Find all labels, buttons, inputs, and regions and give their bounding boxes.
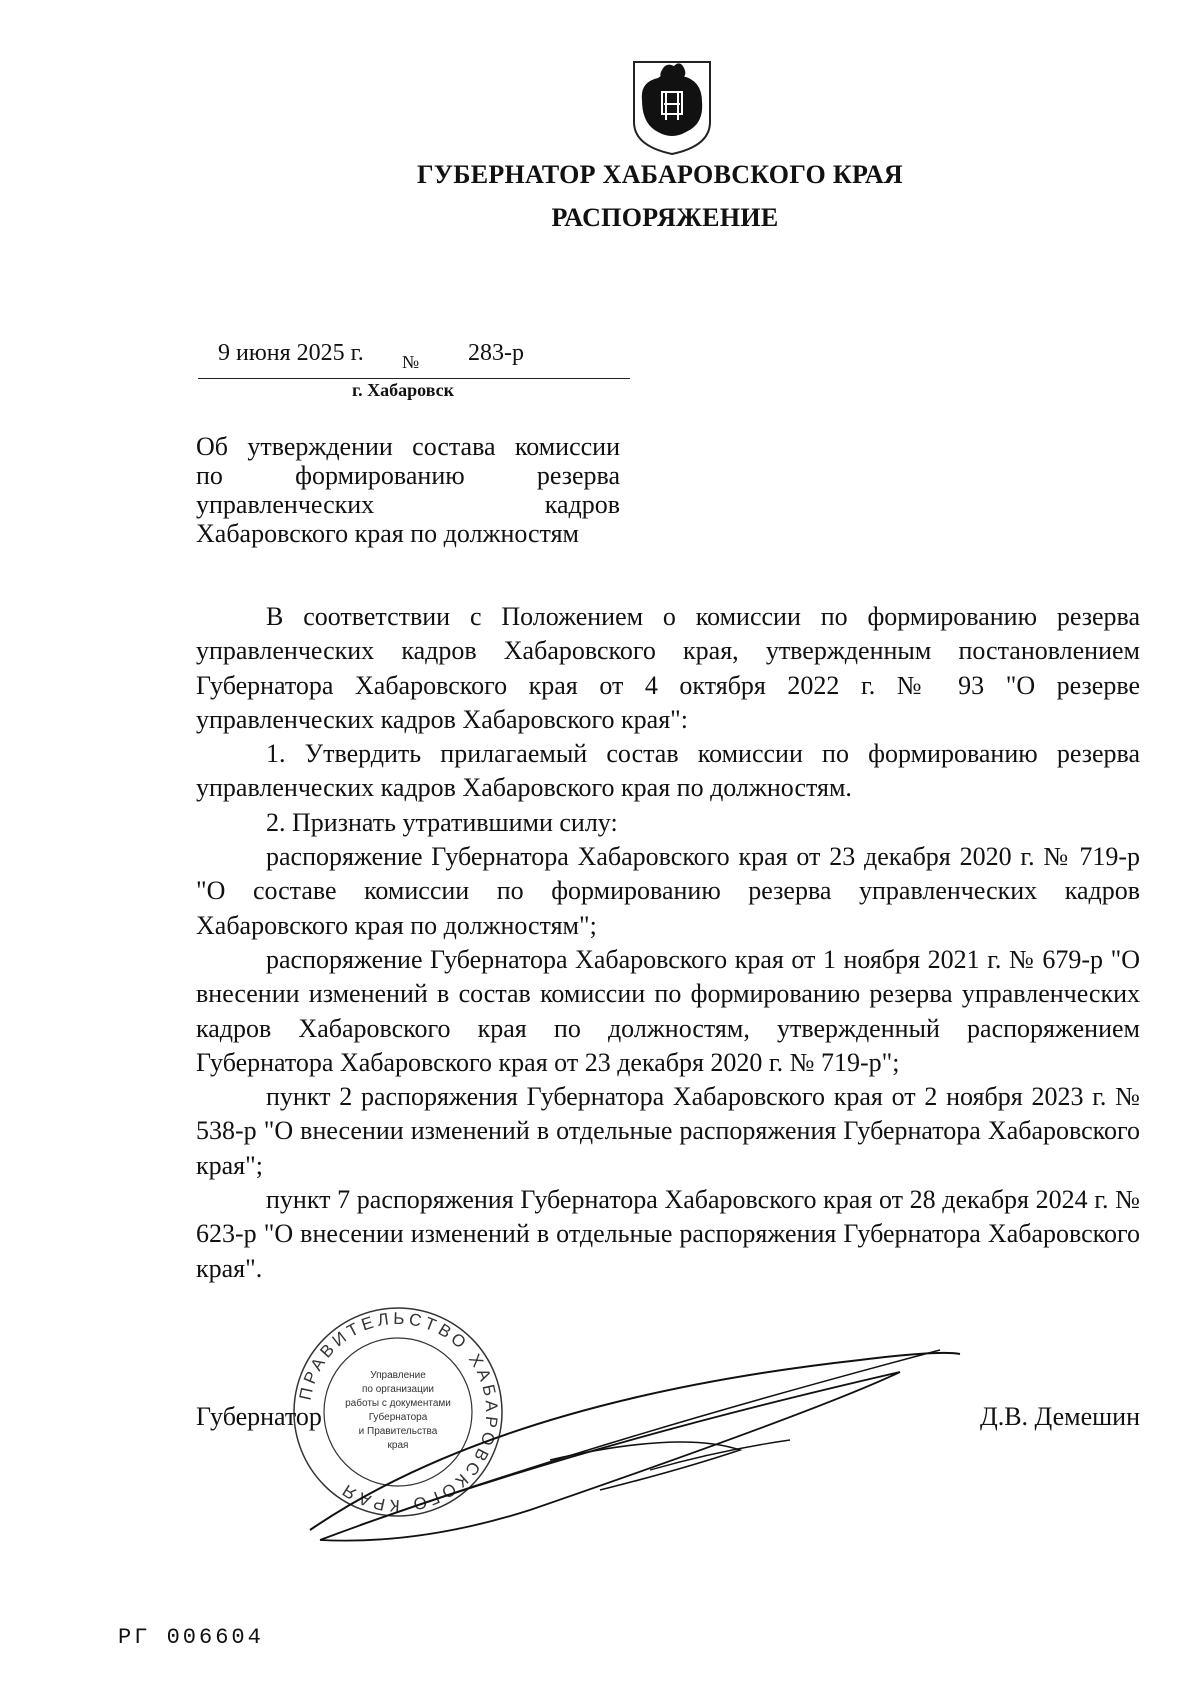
stamp-inner-line: и Правительства xyxy=(358,1426,438,1437)
subject-line: Хабаровского края по должностям xyxy=(196,519,579,548)
registration-number: РГ 006604 xyxy=(118,1625,264,1650)
body-paragraph: 2. Признать утратившими силу: xyxy=(266,807,618,837)
body-paragraph: распоряжение Губернатора Хабаровского края от 23 декабря 2020 г. № 719-р "О составе комиссии по формированию резерва управленческих кадров Хабаровского края по должностям"; xyxy=(196,842,1140,940)
document-body xyxy=(196,600,1140,1286)
subject-line: по формированию резерва xyxy=(196,461,620,490)
body-paragraph: В соответствии с Положением о комиссии по формированию резерва управленческих кадров Хабаровского края, утвержденным постановлением Губернатора Хабаровского края от 4 октября 2022 г. № 93 "О резерве управленческих кадров Хабаровского края": xyxy=(196,602,1140,734)
stamp-inner-line: работы с документами xyxy=(345,1398,451,1409)
date-number-line xyxy=(198,340,630,379)
body-paragraph: пункт 2 распоряжения Губернатора Хабаровского края от 2 ноября 2023 г. № 538-р "О внесении изменений в отдельные распоряжения Губернатора Хабаровского края"; xyxy=(196,1082,1140,1180)
document-subject xyxy=(196,432,620,548)
document-date: 9 июня 2025 г. xyxy=(218,340,364,366)
body-paragraph: пункт 7 распоряжения Губернатора Хабаровского края от 28 декабря 2024 г. № 623-р "О внесении изменений в отдельные распоряжения Губернатора Хабаровского края". xyxy=(196,1185,1140,1283)
body-paragraph: распоряжение Губернатора Хабаровского края от 1 ноября 2021 г. № 679-р "О внесении изменений в состав комиссии по формированию резерва управленческих кадров Хабаровского края по должностям, утвержденный распоряжением Губернатора Хабаровского края от 23 декабря 2020 г. № 719-р"; xyxy=(196,944,1140,1077)
document-type-heading: РАСПОРЯЖЕНИЕ xyxy=(551,203,779,232)
handwritten-signature xyxy=(300,1340,980,1560)
issuing-authority-heading: ГУБЕРНАТОР ХАБАРОВСКОГО КРАЯ xyxy=(416,160,903,189)
subject-line: управленческих кадров xyxy=(196,490,620,519)
stamp-inner-line: края xyxy=(387,1440,409,1451)
stamp-inner-line: по организации xyxy=(361,1384,435,1395)
coat-of-arms-emblem xyxy=(628,58,716,158)
signatory-role: Губернатор xyxy=(196,1402,322,1431)
signatory-name: Д.В. Демешин xyxy=(979,1402,1140,1431)
stamp-ring-text: ПРАВИТЕЛЬСТВО ХАБАРОВСКОГО КРАЯ xyxy=(295,1308,502,1516)
document-number: 283-р xyxy=(468,340,524,366)
issue-city: г. Хабаровск xyxy=(352,380,455,400)
subject-line: Об утверждении состава комиссии xyxy=(196,432,620,461)
number-sign: № xyxy=(402,352,420,372)
stamp-inner-line: Управление xyxy=(370,1370,426,1381)
body-paragraph: 1. Утвердить прилагаемый состав комиссии по формированию резерва управленческих кадров Хабаровского края по должностям. xyxy=(196,739,1140,803)
stamp-inner-line: Губернатора xyxy=(368,1412,428,1423)
